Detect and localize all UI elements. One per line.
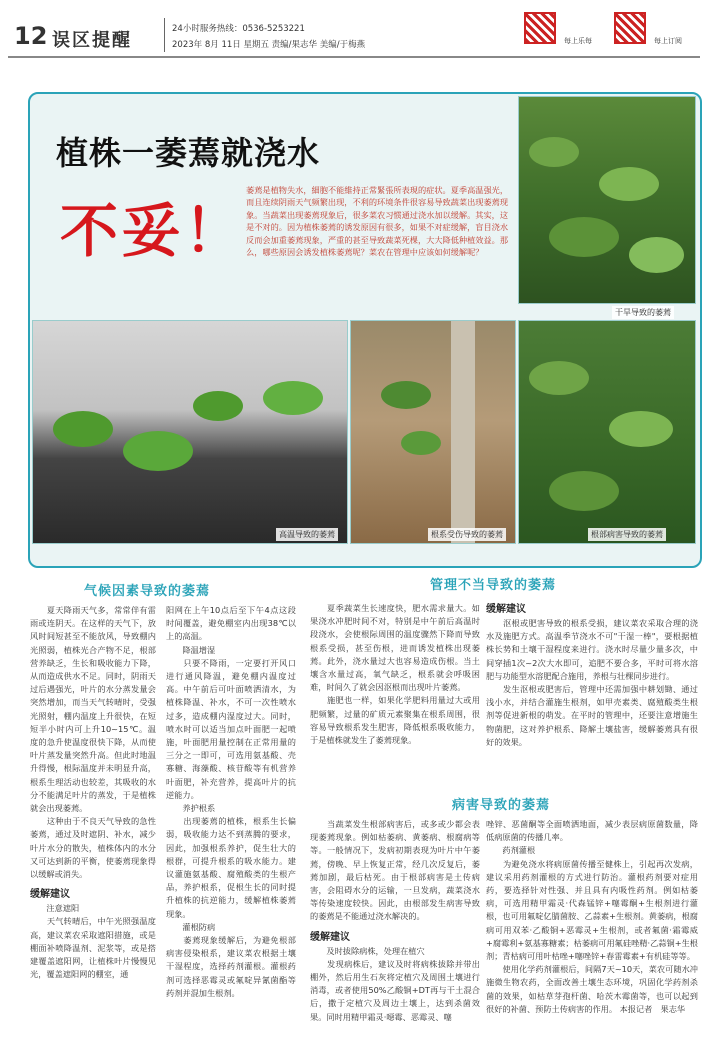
feature-lead: 萎蔫是植物失水，細胞不能維持正常緊張所表現的症状。夏季高温强光，而且连续阴雨天气频繁出现，不利的环境条件很容易导致蔬菜出现萎蔫现象。当蔬菜出现萎蔫现象后，很多菜农习惯通过浇水加以缓解。其实，这是不对的。因为植株萎蔫的诱发原因有很多，如果不对症缓解，盲目浇水反而会加重萎蔫现象，严重的甚至导致蔬菜死棵，大大降低种植效益。那么，哪些原因会诱发植株萎蔫呢？菜农在管理中应该如何缓解呢？: [246, 185, 509, 258]
heat-caption: 高温导致的萎蔫: [276, 528, 338, 541]
qr1-label: 每上乐每: [564, 37, 592, 45]
weather-heading: 气候因素导致的萎蔫: [84, 584, 211, 599]
column-4-subhead: 缓解建议: [486, 604, 526, 615]
column-1: [30, 604, 156, 1056]
section-title: 误区提醒: [52, 30, 132, 51]
header-divider: [164, 18, 165, 52]
column-3: [310, 602, 480, 802]
drought-photo: [518, 96, 696, 304]
column-4-text: 沤根或肥害导致的根系受损，建议菜农采取合理的浇水及施肥方式。高温季节浇水不可"干湿一棒"，要根据植株长势和土壤干湿程度来进行。浇水时尽量少量多次，中间穿插1次~2次大水即可，追肥不要合多，平时可将水溶肥与功能型水溶肥配合施用，养根与壮棵同步进行。 发生沤根或肥害后，管理中还需加强中耕划锄、通过浅小水，并结合灌施生根剂，如甲壳素类、腐殖酸类生根剂等促进新根的萌发。在平时的管理中，还要注意增施生物菌肥，这对养护根系、降解土壤盐害，缓解萎蔫具有很好的效果。: [486, 618, 698, 747]
page-header: [8, 8, 700, 52]
column-2: [166, 604, 296, 1056]
heat-photo: [32, 320, 348, 544]
disease-heading: 病害导致的萎蔫: [452, 798, 551, 813]
root-photo: [350, 320, 516, 544]
column-1-subhead: 缓解建议: [30, 889, 70, 901]
column-1-tail: 注意遮阳 天气转晴后，中午光照强温度高，建议菜农采取遮阳措施，或是棚面补喷降温剂、泥浆等，或是搭建覆盖遮阳网，让植株叶片慢慢见光，覆盖遮阳网的棚室，通: [30, 903, 156, 980]
feature-verdict: 不妥！: [60, 197, 247, 265]
drought-caption: 干旱导致的萎蔫: [612, 306, 674, 319]
column-2-text: 阳网在上午10点后至下午4点这段时间覆盖，避免棚室内出现38℃以上的高温。 降温增湿 只要不降雨，一定要打开风口进行通风降温，避免棚内温度过高。中午前后可叶面喷洒清水，为植株降温、补水，不可一次性喷水过多，造成棚内湿度过大。同时，喷水时可以适当加点叶面肥一起喷施，叶面肥用量控制在正常用量的三分之一即可，可选用氨基酸、壳寡糖、海藻酸、核苷酸等有机营养叶面肥，补充营养，提高叶片的抗逆能力。 养护根系 出现萎蔫的植株，根系生长偏弱，吸收能力达不到蒸腾的要求，因此，加强根系养护，促生壮大的根群，可提升根系的吸水能力。建议灌施氨基酸、腐殖酸类的生根产品，养护根系，促根生长的同时提升植株的抗逆能力，缓解植株萎蔫现象。 灌根防病 萎蔫现象缓解后，为避免根部病害侵染根系，建议菜农根据土壤干湿程度，选择药剂灌根。灌根药剂可选择恶霉灵或氟啶异氰菌酯等药剂并混加生根剂。: [166, 605, 296, 998]
column-4: [486, 600, 698, 790]
qr2-label: 每上订阅: [654, 37, 682, 45]
column-6-text: 唑锌、恶菌酮等全面喷洒地面，减少表层病原菌数量，降低病原菌的传播几率。 药剂灌根 为避免浇水将病原菌传播至健株上，引起再次发病，建议采用药剂灌根的方式进行防治。灌根药剂要对症用药，要选择针对性强、并且具有内吸性药剂。例如枯萎病，可选用精甲霜灵·代森锰锌+噻霉酮+生根剂进行灌根，也可用氟啶亿腈菌胺、乙蒜素+生根剂。黄萎病，根腐病可用双苯·乙酸铜+恶霉灵+生根剂，或者氟菌·霜霉威+腐霉利+氨基寡糖素；枯萎病可用氟硅唑精·乙蒜铜+生根剂；青枯病可用叶枯唑+噻唑锌+春雷霉素+有机硅等等。 使用化学药剂灌根后，间隔7天~10天，菜农可随水冲施微生物农药，全面改善土壤生态环境，巩固化学药剂杀菌的效果，如枯草芽孢杆菌、哈茨木霉菌等，也可以起到很好的补菌、预防土传病害的作用。 本报记者 果志华: [486, 819, 698, 1014]
hotline: 24小时服务热线：0536-5253221: [172, 24, 305, 34]
header-rule: [8, 56, 700, 58]
disease-caption: 根部病害导致的萎蔫: [588, 528, 666, 541]
qr-code-2[interactable]: [614, 12, 646, 44]
feature-title: 植株一萎蔫就浇水: [56, 134, 321, 172]
column-5-tail: 及时拔除病株，处理在植穴 发现病株后，建议及时将病株拔除并带出棚外，然后用生石灰将定植穴及周围土壤进行消毒，或者使用50%乙酸铜+DT再与干土混合后，撒于定植穴及周边土壤上，达到杀菌效果。同时用精甲霜灵·噁霉、恶霉灵、噻: [310, 945, 480, 1022]
column-5-text: 当蔬菜发生根部病害后，或多或少都会表现萎蔫现象。例如枯萎病、黄萎病、根腐病等等。一般情况下，发病初期表现为叶片中午萎蔫，傍晚、早上恢复正常，经几次反复后，萎蔫加剧，最后枯死。由于根部病害是土传病害，会阻碍水分的运输，一旦发病，蔬菜浇水等传染速度较快。因此，由根部发生病害导致的萎蔫是不能通过浇水解决的。: [310, 819, 480, 922]
page-number: 12: [14, 22, 48, 50]
qr-code-1[interactable]: [524, 12, 556, 44]
column-6: [486, 818, 698, 1058]
management-heading: 管理不当导致的萎蔫: [430, 578, 557, 593]
column-5-subhead: 缓解建议: [310, 931, 350, 943]
disease-photo: [518, 320, 696, 544]
column-3-text: 夏季蔬菜生长速度快，肥水需求量大。如果浇水冲肥时间不对，特别是中午前后高温时段浇水，会使根际周围的温度骤然下降而导致根系受损，甚至伤根，进而诱发植株出现萎蔫。此外，浇水量过大也容易造成伤根。当土壤含水量过高，氧气缺乏，根系就会呼吸困难，时间久了就会因沤根而出现叶片萎蔫。 施肥也一样，如果化学肥料用量过大或用肥频繁，过量的矿质元素聚集在根系周围，很容易导致根系发生肥害，降低根系吸收能力，于是植株就发生了萎蔫现象。: [310, 603, 480, 746]
root-caption: 根系受伤导致的萎蔫: [428, 528, 506, 541]
dateline: 2023年 8月 11日 星期五 责编/果志华 美编/于梅燕: [172, 40, 366, 50]
column-5: [310, 818, 480, 1058]
column-1-text: 夏天降雨天气多，常常伴有雷雨或连阴天。在这样的天气下，放风时间短甚至不能放风，导致棚内光照弱，植株光合产物不足，根部营养缺乏，生长和吸收能力下降，从而造成供水不足。同时，阴雨天过后遇强光，叶片的水分蒸发量会突然增加，而当天气转晴时，受强光照射，棚内温度上升很快，在短短半小时内可上升10~15℃。温度的急升使温度很快下降，从而使叶片蒸发量突然升高。但此时地温升得慢，根际温度并未明显升高，根系生理活动也较差，其吸收的水分不能满足叶片的蒸发，于是植株就会出现萎蔫。 这种由于不良天气导致的急性萎蔫，通过及时遮阴、补水，减少叶片水分的散失，植株体内的水分又可达到新的平衡，使萎蔫现象得以缓解或消失。: [30, 605, 156, 880]
